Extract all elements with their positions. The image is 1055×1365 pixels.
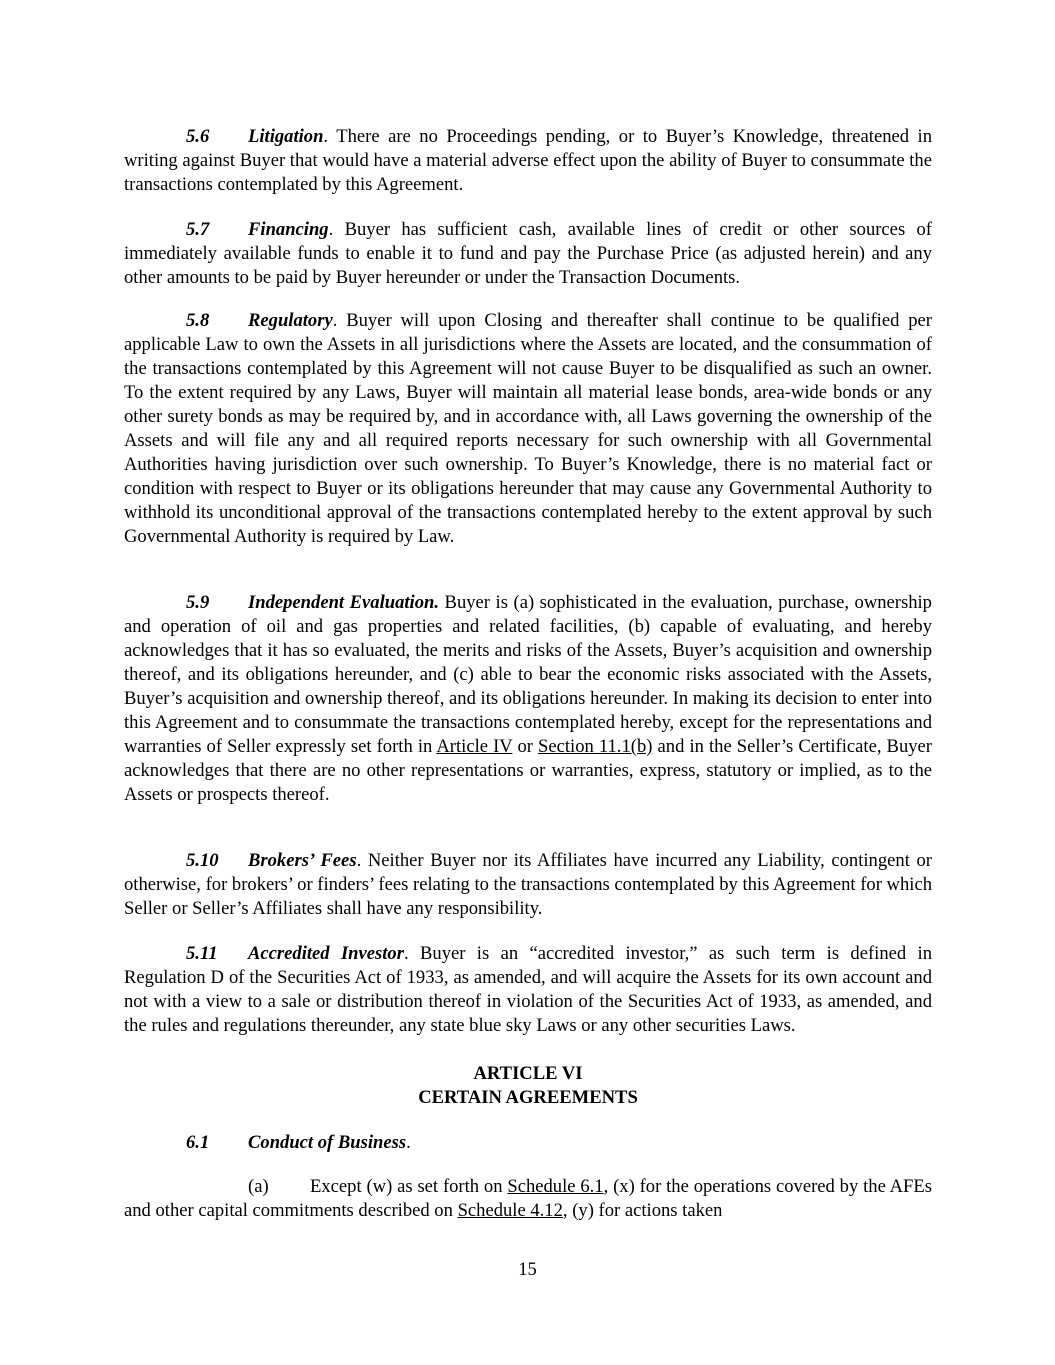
subsection-text: Except (w) as set forth on [310,1176,508,1197]
section-5-6: 5.6 Litigation. There are no Proceedings pending, or to Buyer’s Knowledge, threatened in writing against Buyer that would have a material adverse effect upon the ability of Buyer to consummate the transactions contemplated by this Agreement. [124,126,932,195]
section-number: 5.10 [186,850,219,871]
section-text: Buyer will upon Closing and thereafter shall continue to be qualified per applicable Law to own the Assets in all jurisdictions where the Assets are located, and the consummation of the transactions contemplated by this Agreement will not cause Buyer to be disqualified as such an owner. To the extent required by any Laws, Buyer will maintain all material lease bonds, area-wide bonds or any other surety bonds as may be required by, and in accordance with, all Laws governing the ownership of the Assets and will file any and all required reports necessary for such ownership with all Governmental Authorities having jurisdiction over such ownership. To Buyer’s Knowledge, there is no material fact or condition with respect to Buyer or its obligations hereunder that may cause any Governmental Authority to withhold its unconditional approval of the transactions contemplated hereby to the extent approval by such Governmental Authority is required by Law. [124,310,932,547]
section-text: Buyer has sufficient cash, available lines of credit or other sources of immediately available funds to enable it to fund and pay the Purchase Price (as adjusted herein) and any other amounts to be paid by Buyer hereunder or under the Transaction Documents. [124,219,932,288]
section-text: Neither Buyer nor its Affiliates have incurred any Liability, contingent or otherwise, for brokers’ or finders’ fees relating to the transactions contemplated by this Agreement for which Seller or Seller’s Affiliates shall have any responsibility. [124,850,932,919]
section-number: 5.8 [186,310,210,331]
section-text: Buyer is (a) sophisticated in the evaluation, purchase, ownership and operation of oil and gas properties and related facilities, (b) capable of evaluating, and hereby acknowledges that it has so evaluated, the merits and risks of the Assets, Buyer’s acquisition and ownership thereof, and its obligations hereunder, and (c) able to bear the economic risks associated with the Assets, Buyer’s acquisition and ownership thereof, and its obligations hereunder. In making its decision to enter into this Agreement and to consummate the transactions contemplated hereby, except for the representations and warranties of Seller expressly set forth in [124,592,932,757]
section-number: 5.9 [186,592,210,613]
schedule-6-1-link[interactable]: Schedule 6.1 [507,1176,604,1197]
subsection-a: (a) Except (w) as set forth on Schedule 6.1, (x) for the operations covered by the AFEs and other capital commitments described on Schedule 4.12, (y) for actions taken [124,1176,932,1221]
article-heading: ARTICLE VI [473,1063,583,1084]
article-iv-link[interactable]: Article IV [436,736,513,757]
section-number: 6.1 [186,1132,210,1153]
section-title: Conduct of Business [248,1132,407,1153]
section-text-cont: and in the Seller’s Certificate, Buyer acknowledges that there are no other representations or warranties, express, statutory or implied, as to the Assets or prospects thereof. [124,736,932,805]
section-title: Regulatory [248,310,333,331]
section-5-10: 5.10 Brokers’ Fees. Neither Buyer nor its Affiliates have incurred any Liability, contingent or otherwise, for brokers’ or finders’ fees relating to the transactions contemplated by this Agreement for which Seller or Seller’s Affiliates shall have any responsibility. [124,850,932,919]
section-5-7: 5.7 Financing. Buyer has sufficient cash, available lines of credit or other sources of immediately available funds to enable it to fund and pay the Purchase Price (as adjusted herein) and any other amounts to be paid by Buyer hereunder or under the Transaction Documents. [124,219,932,288]
section-title: Brokers’ Fees [248,850,357,871]
section-number: 5.6 [186,126,210,147]
section-number: 5.11 [186,943,218,964]
section-5-11: 5.11 Accredited Investor. Buyer is an “accredited investor,” as such term is defined in Regulation D of the Securities Act of 1933, as amended, and will acquire the Assets for its own account and not with a view to a sale or distribution thereof in violation of the Securities Act of 1933, as amended, and the rules and regulations thereunder, any state blue sky Laws or any other securities Laws. [124,943,932,1036]
section-title: Accredited Investor [248,943,404,964]
section-5-9: 5.9 Independent Evaluation. Buyer is (a) sophisticated in the evaluation, purchase, ownership and operation of oil and gas properties and related facilities, (b) capable of evaluating, and hereby acknowledges that it has so evaluated, the merits and risks of the Assets, Buyer’s acquisition and ownership thereof, and its obligations hereunder, and (c) able to bear the economic risks associated with the Assets, Buyer’s acquisition and ownership thereof, and its obligations hereunder. In making its decision to enter into this Agreement and to consummate the transactions contemplated hereby, except for the representations and warranties of Seller expressly set forth in Article IV or Section 11.1(b) and in the Seller’s Certificate, Buyer acknowledges that there are no other representations or warranties, express, statutory or implied, as to the Assets or prospects thereof. [124,592,932,805]
section-text: Buyer is an “accredited investor,” as such term is defined in Regulation D of the Securities Act of 1933, as amended, and will acquire the Assets for its own account and not with a view to a sale or distribution thereof in violation of the Securities Act of 1933, as amended, and the rules and regulations thereunder, any state blue sky Laws or any other securities Laws. [124,943,932,1036]
section-title: Independent Evaluation. [248,592,439,613]
subsection-label: (a) [248,1176,269,1197]
section-title: Financing [248,219,329,240]
section-5-8: 5.8 Regulatory. Buyer will upon Closing and thereafter shall continue to be qualified per applicable Law to own the Assets in all jurisdictions where the Assets are located, and the consummation of the transactions contemplated by this Agreement will not cause Buyer to be disqualified as such an owner. To the extent required by any Laws, Buyer will maintain all material lease bonds, area-wide bonds or any other surety bonds as may be required by, and in accordance with, all Laws governing the ownership of the Assets and will file any and all required reports necessary for such ownership with all Governmental Authorities having jurisdiction over such ownership. To Buyer’s Knowledge, there is no material fact or condition with respect to Buyer or its obligations hereunder that may cause any Governmental Authority to withhold its unconditional approval of the transactions contemplated hereby to the extent approval by such Governmental Authority is required by Law. [124,310,932,547]
section-title: Litigation [248,126,324,147]
section-number: 5.7 [186,219,210,240]
schedule-4-12-link[interactable]: Schedule 4.12 [457,1200,563,1221]
section-11-1b-link[interactable]: Section 11.1(b) [538,736,653,757]
section-text: There are no Proceedings pending, or to Buyer’s Knowledge, threatened in writing against Buyer that would have a material adverse effect upon the ability of Buyer to consummate the transactions contemplated by this Agreement. [124,126,932,195]
article-subheading: CERTAIN AGREEMENTS [418,1087,638,1108]
page-number: 15 [518,1259,537,1280]
section-6-1: 6.1 Conduct of Business. [186,1132,411,1153]
